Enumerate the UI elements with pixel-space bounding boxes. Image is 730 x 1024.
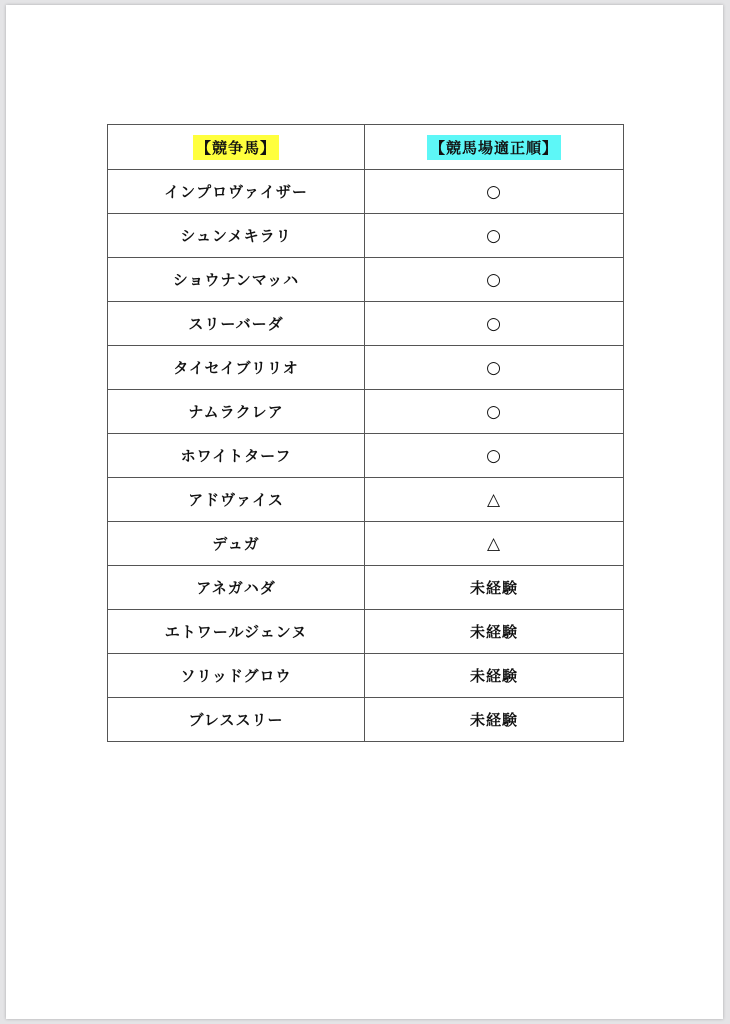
horse-name-cell: エトワールジェンヌ xyxy=(108,610,365,654)
document-page xyxy=(6,5,723,1019)
header-horse-label: 【競争馬】 xyxy=(193,135,279,160)
aptitude-mark-cell xyxy=(365,698,624,742)
horse-name-cell: デュガ xyxy=(108,522,365,566)
table-row xyxy=(108,258,624,302)
table-row xyxy=(108,434,624,478)
horse-name-cell: ショウナンマッハ xyxy=(108,258,365,302)
aptitude-mark-cell xyxy=(365,390,624,434)
aptitude-mark-cell xyxy=(365,566,624,610)
aptitude-mark: ○ xyxy=(486,181,502,202)
table-row xyxy=(108,302,624,346)
aptitude-mark-cell xyxy=(365,302,624,346)
aptitude-mark: ○ xyxy=(486,401,502,422)
horse-aptitude-table xyxy=(107,124,624,742)
table-row xyxy=(108,698,624,742)
horse-name-cell: アドヴァイス xyxy=(108,478,365,522)
aptitude-mark-cell xyxy=(365,434,624,478)
table-row xyxy=(108,390,624,434)
table-row xyxy=(108,214,624,258)
table-row xyxy=(108,654,624,698)
horse-name-cell: タイセイブリリオ xyxy=(108,346,365,390)
table-row xyxy=(108,566,624,610)
aptitude-mark-cell xyxy=(365,346,624,390)
aptitude-mark-cell xyxy=(365,610,624,654)
aptitude-mark: 未経験 xyxy=(469,623,518,641)
aptitude-mark: ○ xyxy=(486,269,502,290)
aptitude-mark-cell xyxy=(365,258,624,302)
table-row xyxy=(108,522,624,566)
aptitude-mark: △ xyxy=(486,533,502,554)
horse-name-cell: ブレススリー xyxy=(108,698,365,742)
horse-name-cell: シュンメキラリ xyxy=(108,214,365,258)
horse-name-cell: ナムラクレア xyxy=(108,390,365,434)
aptitude-mark: ○ xyxy=(486,313,502,334)
table-row xyxy=(108,478,624,522)
aptitude-mark-cell xyxy=(365,654,624,698)
aptitude-mark: 未経験 xyxy=(469,579,518,597)
table-row xyxy=(108,346,624,390)
aptitude-mark: ○ xyxy=(486,357,502,378)
aptitude-mark: ○ xyxy=(486,225,502,246)
table-row xyxy=(108,170,624,214)
table-row xyxy=(108,610,624,654)
horse-name-cell: ソリッドグロウ xyxy=(108,654,365,698)
aptitude-mark-cell xyxy=(365,522,624,566)
aptitude-mark-cell xyxy=(365,214,624,258)
header-cell-horse xyxy=(108,125,365,170)
aptitude-mark-cell xyxy=(365,478,624,522)
aptitude-mark: △ xyxy=(486,489,502,510)
horse-name-cell: スリーバーダ xyxy=(108,302,365,346)
aptitude-mark: 未経験 xyxy=(469,667,518,685)
horse-name-cell: ホワイトターフ xyxy=(108,434,365,478)
aptitude-mark-cell xyxy=(365,170,624,214)
aptitude-mark: 未経験 xyxy=(469,711,518,729)
horse-name-cell: アネガハダ xyxy=(108,566,365,610)
table-header-row xyxy=(108,125,624,170)
header-cell-aptitude xyxy=(365,125,624,170)
aptitude-mark: ○ xyxy=(486,445,502,466)
horse-name-cell: インプロヴァイザー xyxy=(108,170,365,214)
header-aptitude-label: 【競馬場適正順】 xyxy=(427,135,561,160)
